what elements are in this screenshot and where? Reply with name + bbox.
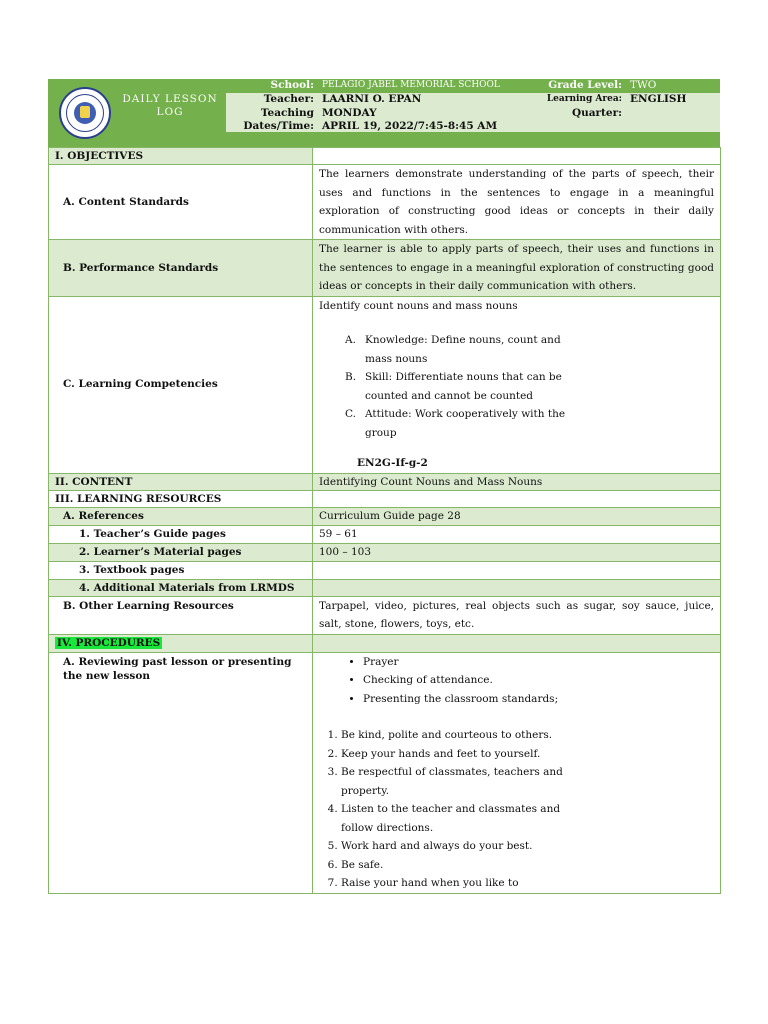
list-item: • Prayer: [363, 653, 714, 672]
learners-material-label: 2. Learner’s Material pages: [49, 543, 313, 561]
dates-time-label: Dates/Time:: [243, 120, 314, 132]
additional-materials-row: [49, 579, 721, 596]
learners-material-value: 100 – 103: [313, 543, 721, 561]
additional-materials-value: [313, 579, 721, 596]
learners-material-row: [49, 543, 721, 561]
performance-standards-text: The learner is able to apply parts of speech, their uses and functions in the sentences to engage in a meaningful exploration of constructing good ideas or concepts in their daily communication with others.: [313, 240, 721, 297]
list-item: 6. Be safe.: [341, 856, 581, 875]
content-standards-label: A. Content Standards: [49, 165, 313, 240]
procedures-heading-cell: [49, 634, 313, 652]
content-heading: II. CONTENT: [49, 473, 313, 490]
deped-seal-icon: [59, 87, 111, 139]
learning-competencies-cell: [313, 296, 721, 473]
grade-label: Grade Level:: [548, 79, 622, 91]
learning-competencies-row: [49, 296, 721, 473]
teachers-guide-row: [49, 525, 721, 543]
list-item: 2. Keep your hands and feet to yourself.: [341, 745, 581, 764]
dates-value: [318, 107, 530, 132]
procedures-heading-row: [49, 634, 721, 652]
list-item: • Presenting the classroom standards;: [363, 690, 714, 709]
other-resources-label: B. Other Learning Resources: [49, 596, 313, 634]
header-title: DAILY LESSON LOG: [122, 93, 218, 118]
area-label: Learning Area:: [546, 94, 622, 104]
teachers-guide-value: 59 – 61: [313, 525, 721, 543]
dates-row: [226, 107, 720, 132]
references-row: [49, 507, 721, 525]
competencies-list: [319, 331, 585, 442]
performance-standards-label: B. Performance Standards: [49, 240, 313, 297]
references-label: A. References: [49, 507, 313, 525]
area-value: ENGLISH: [630, 93, 687, 105]
list-item: 5. Work hard and always do your best.: [341, 837, 581, 856]
list-item: • Checking of attendance.: [363, 671, 714, 690]
objectives-heading-row: [49, 148, 721, 165]
procedure-bullets: [319, 653, 714, 709]
dates-label: [226, 107, 318, 132]
day-value: MONDAY: [322, 107, 377, 119]
references-value: Curriculum Guide page 28: [313, 507, 721, 525]
competencies-intro: Identify count nouns and mass nouns: [319, 299, 518, 312]
teacher-row: [226, 93, 720, 107]
list-item: 3. Be respectful of classmates, teachers and property.: [341, 763, 581, 800]
other-resources-value: Tarpapel, video, pictures, real objects such as sugar, soy sauce, juice, salt, stone, flowers, toys, etc.: [313, 596, 721, 634]
classroom-rules: [319, 726, 581, 893]
teaching-label: Teaching: [260, 107, 314, 119]
header-green-bar: [226, 132, 720, 147]
date-value: APRIL 19, 2022/7:45-8:45 AM: [322, 120, 498, 132]
procedures-heading: IV. PROCEDURES: [57, 636, 161, 649]
content-standards-row: [49, 165, 721, 240]
additional-materials-label: 4. Additional Materials from LRMDS: [49, 579, 313, 596]
content-standards-text: The learners demonstrate understanding of the parts of speech, their uses and functions in the sentences to engage in a meaningful exploration of constructing good ideas or concepts in their daily communication with others.: [313, 165, 721, 240]
review-lesson-cell: [313, 652, 721, 893]
list-item: C. Attitude: Work cooperatively with the group: [345, 408, 566, 439]
teacher-label: Teacher:: [263, 93, 314, 105]
list-item: B. Skill: Differentiate nouns that can be counted and cannot be counted: [345, 371, 562, 402]
quarter-label: Quarter:: [571, 107, 622, 119]
objectives-heading: I. OBJECTIVES: [49, 148, 313, 165]
performance-standards-row: [49, 240, 721, 297]
lesson-log-table: [48, 147, 721, 894]
other-resources-row: [49, 596, 721, 634]
learning-resources-row: [49, 490, 721, 507]
learning-resources-heading: III. LEARNING RESOURCES: [49, 490, 313, 507]
header-logo-panel: [48, 79, 226, 147]
teachers-guide-label: 1. Teacher’s Guide pages: [49, 525, 313, 543]
competencies-code: EN2G-If-g-2: [357, 457, 428, 469]
teacher-value: LAARNI O. EPAN: [322, 93, 422, 105]
school-label: School:: [270, 79, 314, 91]
quarter-value: [626, 107, 720, 132]
textbook-value: [313, 561, 721, 579]
textbook-label: 3. Textbook pages: [49, 561, 313, 579]
list-item: 1. Be kind, polite and courteous to others.: [341, 726, 581, 745]
school-row: [226, 79, 720, 93]
list-item: 7. Raise your hand when you like to: [341, 874, 581, 893]
list-item: 4. Listen to the teacher and classmates and follow directions.: [341, 800, 581, 837]
lesson-log-page: [48, 79, 720, 894]
grade-value: TWO: [630, 79, 657, 91]
content-text: Identifying Count Nouns and Mass Nouns: [313, 473, 721, 490]
learning-competencies-label: C. Learning Competencies: [49, 296, 313, 473]
lesson-log-header: [48, 79, 720, 147]
review-lesson-label: A. Reviewing past lesson or presenting the new lesson: [49, 652, 313, 893]
list-item: A. Knowledge: Define nouns, count and mass nouns: [345, 334, 561, 365]
textbook-row: [49, 561, 721, 579]
school-value: PELAGIO JABEL MEMORIAL SCHOOL: [322, 80, 500, 90]
content-row: [49, 473, 721, 490]
review-lesson-row: [49, 652, 721, 893]
